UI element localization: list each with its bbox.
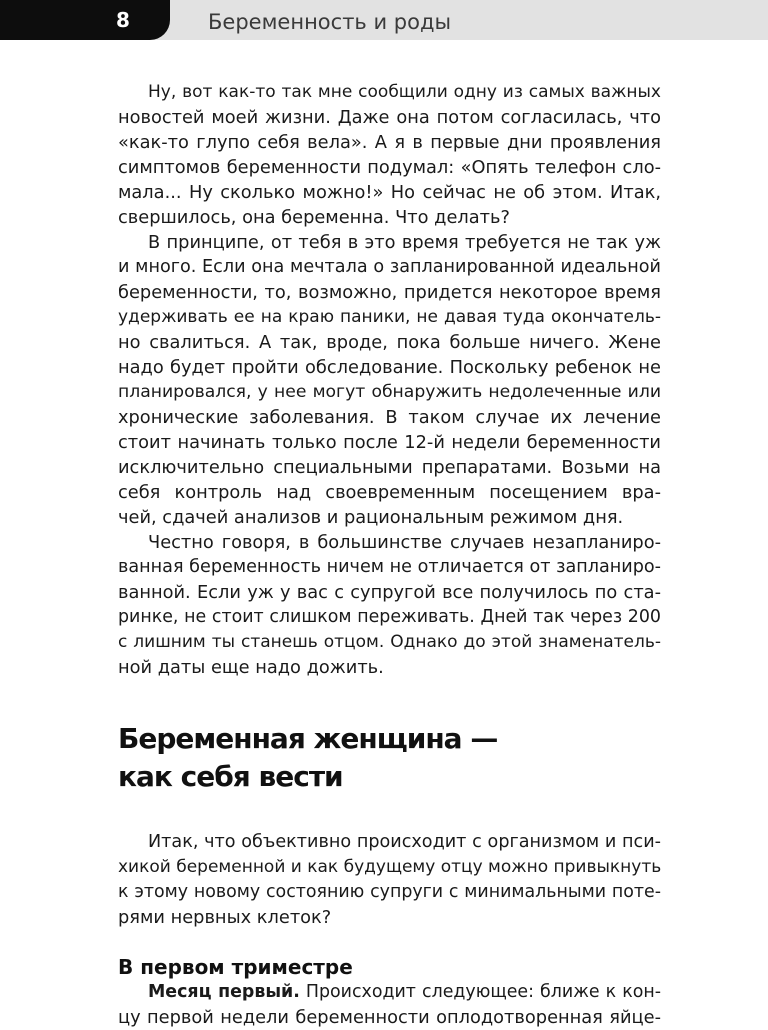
text-line: мала... Ну сколько можно!» Но сейчас не об этом. Итак, xyxy=(118,182,661,203)
section-heading xyxy=(118,720,661,796)
text-line: чей, сдачей анализов и рациональным режимом дня. xyxy=(118,507,624,528)
text-line: свершилось, она беременна. Что делать? xyxy=(118,207,510,228)
text-line: Итак, что объективно происходит с организмом и пси- xyxy=(148,832,661,852)
text-line: ной даты еще надо дожить. xyxy=(118,657,384,678)
text-line: надо будет пройти обследование. Поскольку ребенок не xyxy=(118,357,661,378)
paragraph-3 xyxy=(118,530,661,680)
text-line: и много. Если она мечтала о запланированной идеальной xyxy=(118,257,661,277)
section-heading-line: как себя вести xyxy=(118,760,343,793)
text-line: хронические заболевания. В таком случае их лечение xyxy=(118,407,661,428)
paragraph-1 xyxy=(118,80,661,230)
text-line xyxy=(118,980,661,1005)
text-line: «как-то глупо себя вела». А я в первые дни проявления xyxy=(118,132,661,153)
section-intro-paragraph xyxy=(118,830,661,930)
text-line: себя контроль над своевременным посещением вра- xyxy=(118,482,661,503)
text-line: исключительно специальными препаратами. Возьми на xyxy=(118,457,661,478)
run-in-label: Месяц первый. xyxy=(148,982,300,1002)
section-heading-line: Беременная женщина — xyxy=(118,722,498,755)
text-span: Происходит следующее: ближе к кон- xyxy=(299,982,661,1002)
text-line: ринке, не стоит слишком переживать. Дней так через 200 xyxy=(118,607,661,627)
paragraph-2 xyxy=(118,230,661,530)
text-line: планировался, у нее могут обнаружить недолеченные или xyxy=(118,382,661,402)
text-line: В принципе, от тебя в это время требуется не так уж xyxy=(148,232,661,253)
text-line: новостей моей жизни. Даже она потом согласилась, что xyxy=(118,107,661,128)
text-line: рями нервных клеток? xyxy=(118,907,332,928)
text-line: с лишним ты станешь отцом. Однако до этой знаменатель- xyxy=(118,632,661,652)
text-line: Ну, вот как-то так мне сообщили одну из самых важных xyxy=(148,82,661,102)
subsection-heading: В первом триместре xyxy=(118,955,353,979)
text-line: удерживать ее на краю паники, не давая туда окончатель- xyxy=(118,307,661,327)
page-number-tab xyxy=(0,0,170,40)
running-title: Беременность и роды xyxy=(208,10,452,34)
running-header xyxy=(0,0,768,40)
text-line: ванной. Если уж у вас с супругой все получилось по ста- xyxy=(118,582,661,603)
month-paragraph xyxy=(118,980,661,1030)
page-number: 8 xyxy=(116,8,130,32)
text-line: цу первой недели беременности оплодотворенная яйце- xyxy=(118,1007,661,1028)
text-line: симптомов беременности подумал: «Опять телефон сло- xyxy=(118,157,661,178)
text-line: но свалиться. А так, вроде, пока больше ничего. Жене xyxy=(118,332,661,353)
text-line: ванная беременность ничем не отличается от запланиро- xyxy=(118,557,661,577)
text-line: Честно говоря, в большинстве случаев незапланиро- xyxy=(148,532,661,553)
text-line: хикой беременной и как будущему отцу можно привыкнуть xyxy=(118,857,661,877)
text-line: стоит начинать только после 12-й недели беременности xyxy=(118,432,661,453)
text-line: беременности, то, возможно, придется некоторое время xyxy=(118,282,661,303)
text-line: к этому новому состоянию супруги с минимальными поте- xyxy=(118,882,661,902)
